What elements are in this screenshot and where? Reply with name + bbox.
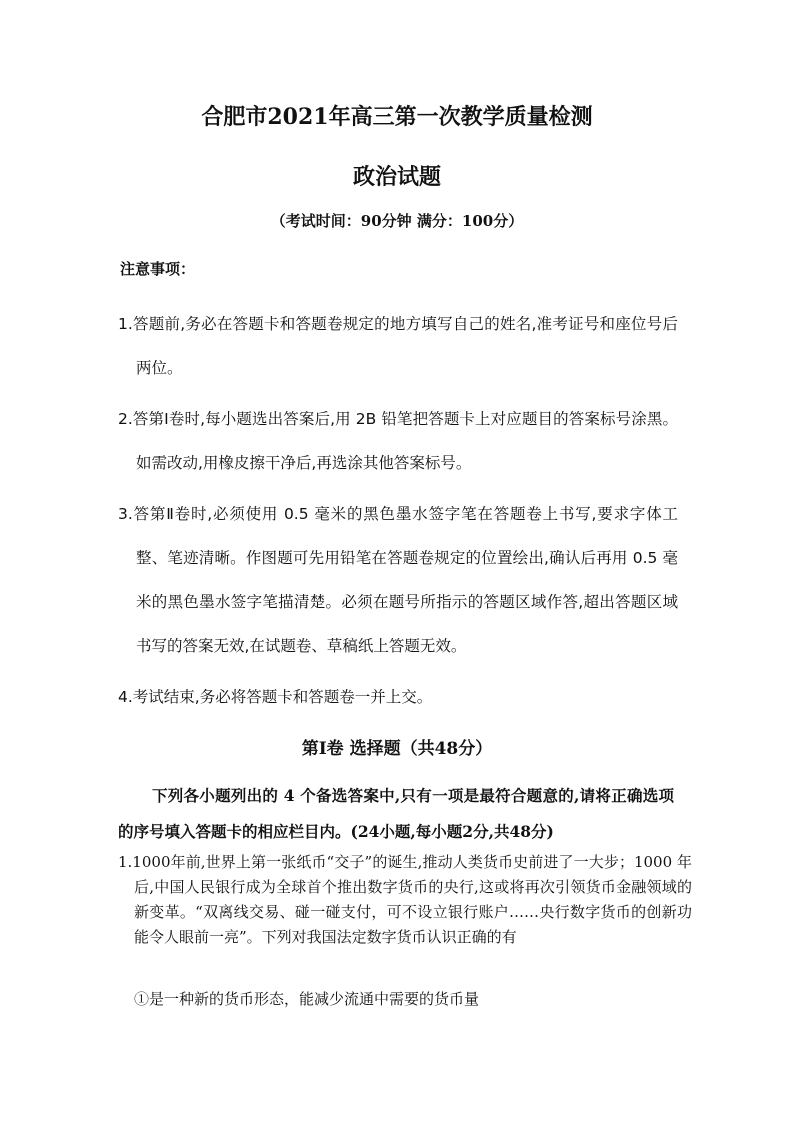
note-item: 2.答第Ⅰ卷时,每小题选出答案后,用 2B 铅笔把答题卡上对应题目的答案标号涂黑。如需改动,用橡皮擦干净后,再选涂其他答案标号。 xyxy=(118,410,678,472)
note-item: 3.答第Ⅱ卷时,必须使用 0.5 毫米的黑色墨水签字笔在答题卷上书写,要求字体工整、笔迹清晰。作图题可先用铅笔在答题卷规定的位置绘出,确认后再用 0.5 毫米的黑色墨水签字笔描清楚。必须在题号所指示的答题区域作答,超出答题区域书写的答案无效,在试题卷、草稿纸上答题无效。 xyxy=(118,505,678,655)
notes-list xyxy=(118,302,678,726)
exam-subject-title: 政治试题 xyxy=(352,164,441,190)
exam-info: （考试时间：90分钟 满分：100分） xyxy=(270,212,524,230)
section-title: 第Ⅰ卷 选择题（共48分） xyxy=(301,739,493,759)
question-1-option-1: ①是一种新的货币形态，能减少流通中需要的货币量 xyxy=(134,990,480,1008)
note-item: 4.考试结束,务必将答题卡和答题卷一并上交。 xyxy=(118,688,433,706)
notes-heading: 注意事项： xyxy=(120,260,196,278)
section-instructions: 下列各小题列出的 4 个备选答案中,只有一项是最符合题意的,请将正确选项的序号填入答题卡的相应栏目内。(24小题,每小题2分,共48分) xyxy=(118,786,674,841)
question-1-text: 1.1000年前,世界上第一张纸币“交子”的诞生,推动人类货币史前进了一大步；1000 年后,中国人民银行成为全球首个推出数字货币的央行,这或将再次引领货币金融领域的新变革。“双离线交易、碰一碰支付，可不设立银行账户……央行数字货币的创新功能令人眼前一亮”。下列对我国法定数字货币认识正确的有 xyxy=(118,853,692,946)
note-item: 1.答题前,务必在答题卡和答题卷规定的地方填写自己的姓名,准考证号和座位号后两位。 xyxy=(118,315,678,377)
exam-title: 合肥市2021年高三第一次教学质量检测 xyxy=(201,104,593,130)
